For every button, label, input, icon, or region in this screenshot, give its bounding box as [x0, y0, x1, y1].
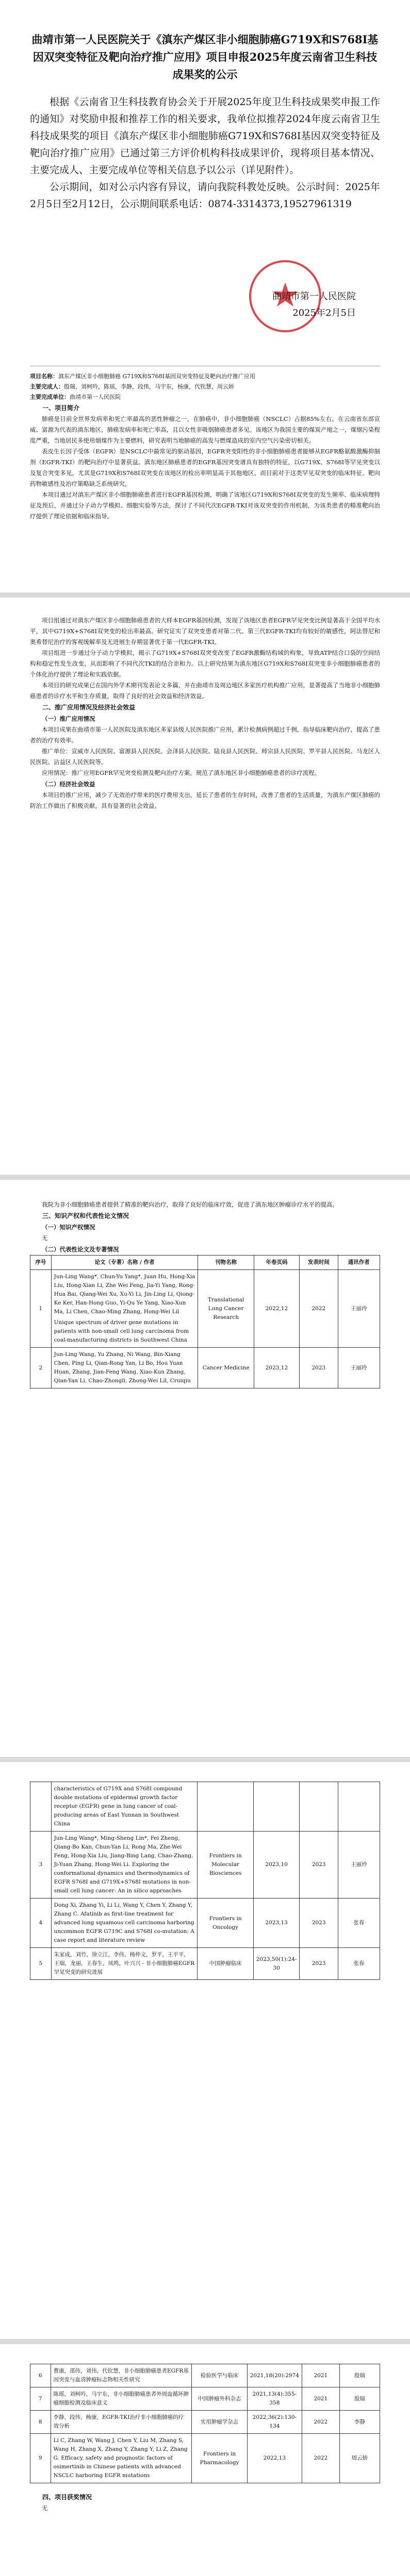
table-row	[30, 2434, 380, 2483]
row-pages: 2023,12	[254, 1348, 299, 1388]
table-row	[30, 1948, 380, 1980]
row-no: 5	[30, 1948, 52, 1980]
notice-paragraph-2: 公示期间，如对公示内容有异议，请向我院科教处反映。公示时间：2025年2月5日至2月12日，公示期间联系电话：0874-3314373,19527961319	[30, 181, 380, 210]
header-title: 论文（专著）名称 / 作者	[51, 1256, 198, 1270]
summary-paragraph-3: 本项目的研究成果已在国内外学术期刊发表论文多篇，并在曲靖市及周边地区多家医疗机构推广应用，显著提高了当地非小细胞肺癌患者的诊疗水平和生存质量，取得了良好的社会效益和经济效益。	[30, 682, 380, 700]
row-title: Jun-Ling Wang*, Chun-Yu Yang*, Juan Hu, Hong-Xia Liu, Hong-Xian Li, Zhe Wei Feng, Jia-Yi Yang, Rong-Hua Bai, Qiang-Wei Xu, Xu-Yi Li, Jin-Ling Li, Qiong-Ke Ker, Han-Hong Guo, Yi-Qu Ye Yang, Xiao-Xun Ma, Li Chen, Chao-Ming Zhang, Hong-Wei Lil Unique spectrum of driver gene mutations in patients with non-small cell lung carcinoma from coal-manufacturing districts in Southwest China	[51, 1270, 198, 1348]
section-3-heading: 三、知识产权和代表性论文情况	[42, 1212, 129, 1219]
row-no: 4	[30, 1899, 52, 1948]
row-no: 9	[30, 2434, 51, 2483]
header-pages: 年卷页码	[254, 1256, 299, 1270]
section-2-heading: 二、推广应用情况及经济社会效益	[42, 704, 136, 711]
table-row	[30, 2364, 380, 2387]
row-title: 曹康，邵伟，刘伟，代钦慧，非小细胞肺癌患者EGFR基因突变与血清肿瘤标志物相关性研究	[51, 2364, 192, 2387]
main-people-line: 主要完成人：殷瑞，刘柯吟，陈瑶，李静，段伟，马宇东，杨康，代钦慧，周云娇	[30, 383, 234, 390]
row-no: 7	[30, 2387, 51, 2411]
row-date	[300, 1782, 338, 1832]
row-date: 2023	[300, 1948, 338, 1980]
table-row	[30, 1270, 380, 1348]
section-4-heading: 四、项目获奖情况	[42, 2494, 92, 2501]
spread-paragraph-2: 推广单位：宣威市人民医院、富源县人民医院、会泽县人民医院、陆良县人民医院、师宗县人民医院、罗平县人民医院、马龙区人民医院、沾益区人民医院等。	[30, 748, 380, 766]
page-3	[0, 1180, 410, 1757]
table-row	[30, 2411, 380, 2434]
header-no: 序号	[30, 1256, 52, 1270]
benefit-paragraph: 本项目的推广应用，减少了无效治疗带来的医疗费用支出，延长了患者的生存时间，改善了患者的生活质量，为滇东产煤区肺癌的防治工作做出了积极贡献，具有显著的社会效益。	[30, 791, 380, 809]
row-corr: 殷瑞	[339, 2387, 380, 2411]
row-no: 1	[30, 1270, 52, 1348]
row-title: Li C, Zhang W, Wang J, Chen Y, Liu M, Zhang S, Wang H, Zhang X, Zhang Y, Zhang Y, Li Z, Zhang G. Efficacy, safety and prognostic factors of osimertinib in Chinese patients with advanced NSCLC harboring EGFR mutations	[51, 2434, 192, 2483]
row-title: 李静，段伟，杨康，EGFR-TKI治疗非小细胞肺癌的疗效分析	[51, 2411, 192, 2434]
row-journal: Frontiers in Pharmacology	[192, 2434, 247, 2483]
summary-paragraph-1: 项目组通过对滇东产煤区非小细胞肺癌患者的大样本EGFR基因检测，发现了该地区患者EGFR罕见突变比例显著高于全国平均水平，其中G719X+S768I双突变的检出率最高。研究证实了双突变患者对第二代、第三代EGFR-TKI均有较好的敏感性，阿法替尼和奥希替尼治疗的客观缓解率及无进展生存期显著优于第一代EGFR-TKI。	[30, 617, 380, 646]
signature-block	[272, 289, 356, 321]
row-title: Jun-Ling Wang*, Ming-Sheng Lin*, Fei Zheng, Qiang-Bo Kan, Chun-Yan Li, Rong Ma, Zhe-Wei Feng, Hong-Xia Liu, Jiang-Bing Lang, Chao-Zhang, Ji-Yuan Zhang, Hong-Wei Li. Exploring the conformational dynamics and thermodynamics of EGFR S768I and G719X+S768I mutations in non-small cell lung cancer: An in silico approaches	[51, 1832, 198, 1899]
notice-paragraph-1: 根据《云南省卫生科技教育协会关于开展2025年度卫生科技成果奖申报工作的通知》对奖励申报和推荐工作的相关要求，我单位拟推荐2024年度云南省卫生科技成果奖的项目《滇东产煤区非小细胞肺癌G719X和S768I基因双突变特征及靶向治疗推广应用》已通过第三方评价机构科技成果评价，现将项目基本情况、主要完成人、主要完成单位等相关信息予以公示（详见附件）。	[30, 96, 380, 176]
intro-paragraph-1: 肺癌是目前全世界发病率和死亡率最高的恶性肿瘤之一，在肺癌中，非小细胞肺癌（NSCLC）占据85%左右。在云南省东部宣威、富源为代表的滇东地区，肺癌发病率和死亡率高，且以女性非吸烟肺癌患者多见。该地区为我国主要的煤炭产地之一，煤烟污染程度严重，当地居民多使用烟煤作为主要燃料，研究表明当地肺癌的高发与燃煤造成的室内空气污染密切相关。	[30, 415, 380, 444]
section-2-2-heading: （二）经济社会效益	[42, 781, 95, 788]
header-journal: 刊物名称	[198, 1256, 254, 1270]
row-journal: 检验医学与临床	[192, 2364, 247, 2387]
page-1	[0, 0, 410, 592]
papers-table-continued-2	[30, 2364, 380, 2483]
signature-org: 曲靖市第一人民医院	[272, 291, 356, 302]
row-corr: 王丽玲	[338, 1348, 380, 1388]
row-journal: 实用肿瘤学杂志	[192, 2411, 247, 2434]
row-journal: 中国肿瘤外科杂志	[192, 2387, 247, 2411]
row-pages: 2022,13	[247, 2434, 302, 2483]
row-journal: 中国肿瘤临床	[198, 1948, 253, 1980]
table-header-row	[30, 1256, 380, 1270]
row-no: 2	[30, 1348, 52, 1388]
row-corr	[338, 1782, 380, 1832]
row-corr: 周云娇	[339, 2434, 380, 2483]
project-name-line: 项目名称：滇东产煤区非小细胞肺癌 G719X和S768I基因双突变特征及靶向治疗推广应用	[30, 373, 255, 380]
row-no	[30, 1782, 52, 1832]
papers-table	[30, 1255, 380, 1388]
row-pages: 2022,12	[254, 1270, 299, 1348]
row-pages: 2021,18(20):2974	[247, 2364, 302, 2387]
intro-paragraph-3: 本项目通过对滇东产煤区非小细胞肺癌患者进行EGFR基因检测，明确了该地区G719X和S768I双突变的发生频率、临床病理特征及预后，并通过分子动力学模拟、细胞实验等方法，探讨了不同代次EGFR-TKI对该双突变的作用机制，为该类患者的精准靶向治疗提供了理论依据和临床指导。	[30, 491, 380, 520]
row-pages: 2023,10	[253, 1832, 300, 1899]
page-5	[0, 2344, 410, 2576]
row-date: 2023	[300, 1832, 338, 1899]
row-journal: Translational Lung Cancer Research	[198, 1270, 254, 1348]
row-date: 2022	[300, 1270, 338, 1348]
table-row	[30, 1348, 380, 1388]
row-journal: Frontiers in Oncology	[198, 1899, 253, 1948]
row-no: 8	[30, 2411, 51, 2434]
page-4	[0, 1762, 410, 2339]
table-row	[30, 1899, 380, 1948]
spread-paragraph-3: 应用情况：推广应用EGFR罕见突变检测及靶向治疗方案，规范了滇东地区非小细胞肺癌患者的诊疗流程。	[42, 769, 321, 776]
row-title: Dong Xi, Zhang Yi, Li Li, Wang Y, Chen Y, Zhang Y, Zhang C. Afatinib as first-line treatment for advanced lung squamous cell carcinoma harboring uncommon EGFR G719C and S768I co-mutation: A case report and literature review	[51, 1899, 198, 1948]
award-none: 无	[42, 2504, 48, 2512]
row-date: 2021	[302, 2387, 339, 2411]
section-3-2-heading: （二）代表性论文及专著情况	[42, 1246, 119, 1253]
section-3-intro: 我院为非小细胞肺癌患者提供了精准的靶向治疗，取得了良好的临床疗效，促进了滇东地区肿瘤诊疗水平的提高。	[42, 1201, 338, 1208]
intro-paragraph-2: 表皮生长因子受体（EGFR）是NSCLC中最常见的驱动基因，EGFR突变阳性的非小细胞肺癌患者能够从EGFR酪氨酸激酶抑制剂（EGFR-TKI）的靶向治疗中显著获益。滇东地区肺癌患者的EGFR基因突变谱具有独特的特征，以G719X、S768I等罕见突变以及复合突变多见，尤其是G719X和S768I双突变在该地区的检出率明显高于其他地区，而目前对于这类罕见双突变的临床特征、靶向药物敏感性及治疗策略缺乏系统研究。	[30, 448, 380, 487]
header-date: 发表时间	[300, 1256, 338, 1270]
table-row	[30, 1782, 380, 1832]
summary-paragraph-2: 项目组进一步通过分子动力学模拟，揭示了G719X+S768I双突变改变了EGFR激酶结构域的构象，导致ATP结合口袋的空间结构和稳定性发生改变，从而影响了不同代次TKI的结合亲和力。以上研究结果为滇东地区G719X和S768I双突变非小细胞肺癌患者的个体化治疗提供了理论和实践依据。	[30, 649, 380, 678]
row-date: 2023	[300, 1348, 338, 1388]
row-journal: Cancer Medicine	[198, 1348, 254, 1388]
row-no: 6	[30, 2364, 51, 2387]
row-pages: 2021,13(4):355-358	[247, 2387, 302, 2411]
row-title: 朱家成，刘竹，徐立江，李伟，杨仲文，罗平，王平平，王瑞，龙丽，王春生，凤鸣，叶兴兴 - 非小细胞肺癌EGFR罕见突变的研究进展	[51, 1948, 198, 1980]
spread-paragraph-1: 本项目成果在曲靖市第一人民医院及滇东地区多家县级人民医院推广应用，累计检测病例超过千例，指导临床靶向治疗，提高了患者的治疗有效率。	[30, 726, 380, 744]
row-corr: 张春	[338, 1948, 380, 1980]
row-title: 陈瑶，刘柯吟，马宇东，非小细胞肺癌患者外周血循环肿瘤细胞检测及临床意义	[51, 2387, 192, 2411]
row-date: 2022	[302, 2411, 339, 2434]
table-row	[30, 1832, 380, 1899]
row-date: 2023	[300, 1899, 338, 1948]
table-row	[30, 2387, 380, 2411]
header-corr: 通讯作者	[338, 1256, 380, 1270]
page-2	[0, 598, 410, 1175]
row-date: 2022	[302, 2434, 339, 2483]
row-no: 3	[30, 1832, 52, 1899]
row-corr: 张春	[338, 1899, 380, 1948]
row-pages	[253, 1782, 300, 1832]
row-pages: 2023,50(1):24-30	[253, 1948, 300, 1980]
row-journal: Frontiers in Molecular Biosciences	[198, 1832, 253, 1899]
section-1-heading: 一、项目简介	[42, 404, 80, 412]
row-pages: 2023,13	[253, 1899, 300, 1948]
row-journal	[198, 1782, 253, 1832]
row-title: characteristics of G719X and S768I compound double mutations of epidermal growth factor receptor (EGFR) gene in lung cancer of coal-producing areas of East Yunnan in Southwest China	[51, 1782, 198, 1832]
section-2-1-heading: （一）推广应用情况	[42, 715, 95, 722]
signature-date: 2025年2月5日	[292, 308, 356, 318]
row-corr: 殷瑞	[339, 2364, 380, 2387]
row-corr: 李静	[339, 2411, 380, 2434]
document-title: 曲靖市第一人民医院关于《滇东产煤区非小细胞肺癌G719X和S768I基因双突变特征及靶向治疗推广应用》项目申报2025年度云南省卫生科技成果奖的公示	[31, 33, 379, 81]
ip-none: 无	[42, 1234, 48, 1242]
main-unit-line: 主要完成单位：曲靖市第一人民医院	[30, 394, 121, 400]
row-corr: 王丽玲	[338, 1832, 380, 1899]
row-date: 2021	[302, 2364, 339, 2387]
section-3-1-heading: （一）知识产权情况	[42, 1224, 95, 1231]
row-corr: 王丽玲	[338, 1270, 380, 1348]
row-pages: 2022,36(2):130-134	[247, 2411, 302, 2434]
papers-table-continued	[30, 1782, 380, 1980]
row-title: Jun-Ling Wang, Yu Zhang, Ni Wang, Bin-Xiang Chen, Ping Li, Qian-Rong Yan, Li Bo, Hou Yuan Huan, Zhang, Jian-Feng Wang, Xiao-Kun Zhang, Qian-Yan Li, Chao-Zhongli, Zhong-Wei Lil, Cruiqiu	[51, 1348, 198, 1388]
